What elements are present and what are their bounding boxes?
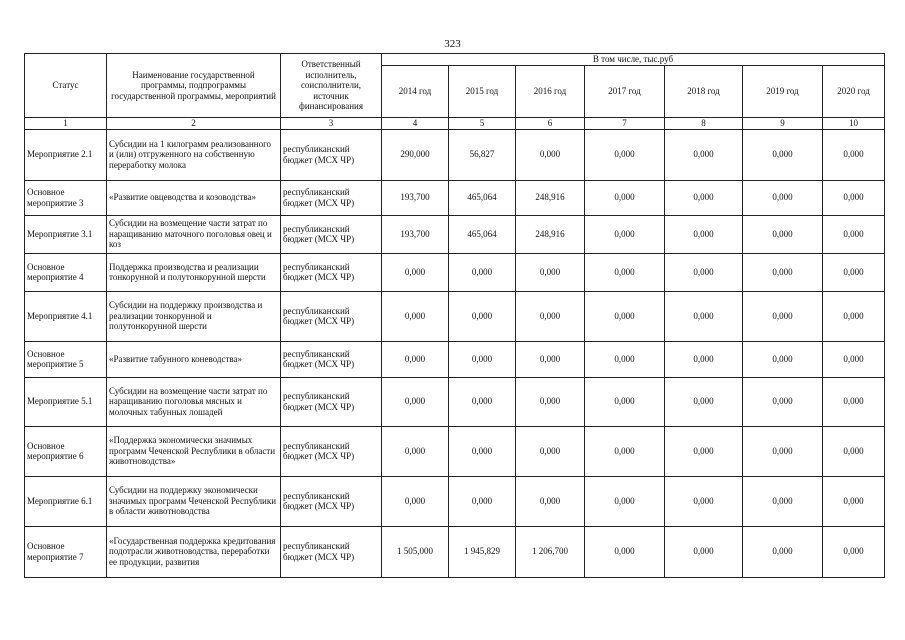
row-name: «Развитие табунного коневодства» [107, 341, 281, 377]
row-value: 1 505,000 [382, 526, 449, 577]
row-value: 193,700 [382, 180, 449, 215]
table-row [25, 341, 885, 377]
table-row [25, 426, 885, 476]
row-value: 0,000 [665, 291, 743, 341]
header-name: Наименование государственной программы, подпрограммы государственной программы, мероприятий [107, 54, 281, 118]
header-year: 2015 год [449, 66, 516, 118]
row-source: республиканский бюджет (МСХ ЧР) [281, 526, 382, 577]
header-year: 2016 год [516, 66, 585, 118]
column-number: 10 [823, 118, 885, 130]
row-value: 0,000 [516, 129, 585, 180]
row-source: республиканский бюджет (МСХ ЧР) [281, 476, 382, 526]
row-value: 0,000 [585, 253, 665, 291]
column-number: 3 [281, 118, 382, 130]
row-name: «Поддержка экономически значимых программ Чеченской Республики в области животноводства» [107, 426, 281, 476]
row-value: 0,000 [823, 476, 885, 526]
table-row [25, 377, 885, 426]
row-value: 0,000 [743, 129, 823, 180]
row-value: 0,000 [823, 180, 885, 215]
column-number: 2 [107, 118, 281, 130]
row-name: «Развитие овцеводства и козоводства» [107, 180, 281, 215]
row-status: Основное мероприятие 6 [25, 426, 107, 476]
row-status: Основное мероприятие 7 [25, 526, 107, 577]
row-value: 0,000 [823, 377, 885, 426]
row-value: 0,000 [382, 377, 449, 426]
row-status: Основное мероприятие 5 [25, 341, 107, 377]
row-value: 0,000 [743, 377, 823, 426]
header-status: Статус [25, 54, 107, 118]
table-row [25, 253, 885, 291]
row-value: 0,000 [382, 291, 449, 341]
row-value: 0,000 [823, 426, 885, 476]
row-value: 248,916 [516, 180, 585, 215]
header-row-top [25, 54, 885, 66]
row-value: 0,000 [516, 426, 585, 476]
header-year: 2014 год [382, 66, 449, 118]
row-source: республиканский бюджет (МСХ ЧР) [281, 377, 382, 426]
row-name: Субсидии на поддержку экономически значимых программ Чеченской Республики в области животноводства [107, 476, 281, 526]
row-value: 0,000 [743, 253, 823, 291]
row-status: Мероприятие 3.1 [25, 215, 107, 253]
row-value: 0,000 [665, 129, 743, 180]
row-status: Основное мероприятие 4 [25, 253, 107, 291]
row-value: 0,000 [585, 215, 665, 253]
row-value: 0,000 [823, 341, 885, 377]
budget-table [24, 53, 885, 578]
table-row [25, 291, 885, 341]
row-value: 1 945,829 [449, 526, 516, 577]
row-value: 0,000 [516, 253, 585, 291]
row-value: 0,000 [823, 215, 885, 253]
row-value: 0,000 [823, 253, 885, 291]
header-year: 2019 год [743, 66, 823, 118]
table-body [25, 54, 885, 578]
header-year: 2020 год [823, 66, 885, 118]
table-row [25, 129, 885, 180]
row-source: республиканский бюджет (МСХ ЧР) [281, 215, 382, 253]
row-status: Мероприятие 2.1 [25, 129, 107, 180]
row-status: Основное мероприятие 3 [25, 180, 107, 215]
row-value: 0,000 [665, 426, 743, 476]
row-source: республиканский бюджет (МСХ ЧР) [281, 253, 382, 291]
row-value: 0,000 [585, 426, 665, 476]
row-status: Мероприятие 4.1 [25, 291, 107, 341]
table-row [25, 180, 885, 215]
row-value: 0,000 [743, 341, 823, 377]
row-value: 0,000 [449, 291, 516, 341]
row-status: Мероприятие 6.1 [25, 476, 107, 526]
row-value: 0,000 [665, 476, 743, 526]
row-value: 0,000 [449, 377, 516, 426]
row-value: 290,000 [382, 129, 449, 180]
row-value: 0,000 [516, 476, 585, 526]
row-value: 0,000 [743, 526, 823, 577]
row-value: 0,000 [449, 476, 516, 526]
row-source: республиканский бюджет (МСХ ЧР) [281, 129, 382, 180]
row-value: 0,000 [743, 476, 823, 526]
row-value: 0,000 [823, 129, 885, 180]
column-number: 6 [516, 118, 585, 130]
row-value: 0,000 [743, 426, 823, 476]
header-year: 2018 год [665, 66, 743, 118]
row-value: 465,064 [449, 215, 516, 253]
row-value: 0,000 [823, 526, 885, 577]
row-name: Субсидии на возмещение части затрат по наращиванию поголовья мясных и молочных табунных лошадей [107, 377, 281, 426]
column-number: 5 [449, 118, 516, 130]
header-year: 2017 год [585, 66, 665, 118]
row-value: 0,000 [585, 476, 665, 526]
table-row [25, 476, 885, 526]
row-name: «Государственная поддержка кредитования подотрасли животноводства, переработки ее продукции, развития [107, 526, 281, 577]
row-value: 0,000 [665, 253, 743, 291]
row-value: 0,000 [665, 215, 743, 253]
row-value: 0,000 [585, 341, 665, 377]
table-row [25, 215, 885, 253]
column-number: 1 [25, 118, 107, 130]
column-number: 8 [665, 118, 743, 130]
row-value: 0,000 [449, 426, 516, 476]
row-source: республиканский бюджет (МСХ ЧР) [281, 426, 382, 476]
row-value: 0,000 [665, 526, 743, 577]
row-source: республиканский бюджет (МСХ ЧР) [281, 291, 382, 341]
row-value: 0,000 [743, 291, 823, 341]
row-name: Поддержка производства и реализации тонкорунной и полутонкорунной шерсти [107, 253, 281, 291]
row-value: 1 206,700 [516, 526, 585, 577]
column-number: 7 [585, 118, 665, 130]
row-value: 0,000 [516, 341, 585, 377]
row-value: 0,000 [823, 291, 885, 341]
row-value: 0,000 [743, 180, 823, 215]
row-value: 0,000 [585, 129, 665, 180]
page-number: 323 [444, 38, 461, 50]
row-value: 0,000 [665, 180, 743, 215]
row-value: 248,916 [516, 215, 585, 253]
row-source: республиканский бюджет (МСХ ЧР) [281, 180, 382, 215]
row-value: 0,000 [516, 291, 585, 341]
row-value: 0,000 [665, 341, 743, 377]
row-value: 0,000 [585, 180, 665, 215]
row-value: 0,000 [516, 377, 585, 426]
row-value: 0,000 [382, 253, 449, 291]
header-responsible: Ответственный исполнитель, соисполнители, источник финансирования [281, 54, 382, 118]
row-name: Субсидии на возмещение части затрат по наращиванию маточного поголовья овец и коз [107, 215, 281, 253]
row-value: 0,000 [585, 291, 665, 341]
row-status: Мероприятие 5.1 [25, 377, 107, 426]
row-value: 0,000 [665, 377, 743, 426]
row-value: 0,000 [743, 215, 823, 253]
column-number: 4 [382, 118, 449, 130]
row-value: 465,064 [449, 180, 516, 215]
column-number: 9 [743, 118, 823, 130]
row-name: Субсидии на поддержку производства и реализации тонкорунной и полутонкорунной шерсти [107, 291, 281, 341]
row-value: 193,700 [382, 215, 449, 253]
table-row [25, 526, 885, 577]
row-value: 0,000 [449, 341, 516, 377]
row-name: Субсидии на 1 килограмм реализованного и (или) отгруженного на собственную переработку молока [107, 129, 281, 180]
header-including: В том числе, тыс.руб [382, 54, 885, 66]
row-value: 0,000 [382, 426, 449, 476]
column-number-row [25, 118, 885, 130]
row-value: 0,000 [382, 476, 449, 526]
row-value: 0,000 [585, 377, 665, 426]
row-source: республиканский бюджет (МСХ ЧР) [281, 341, 382, 377]
row-value: 0,000 [382, 341, 449, 377]
row-value: 0,000 [449, 253, 516, 291]
row-value: 0,000 [585, 526, 665, 577]
row-value: 56,827 [449, 129, 516, 180]
